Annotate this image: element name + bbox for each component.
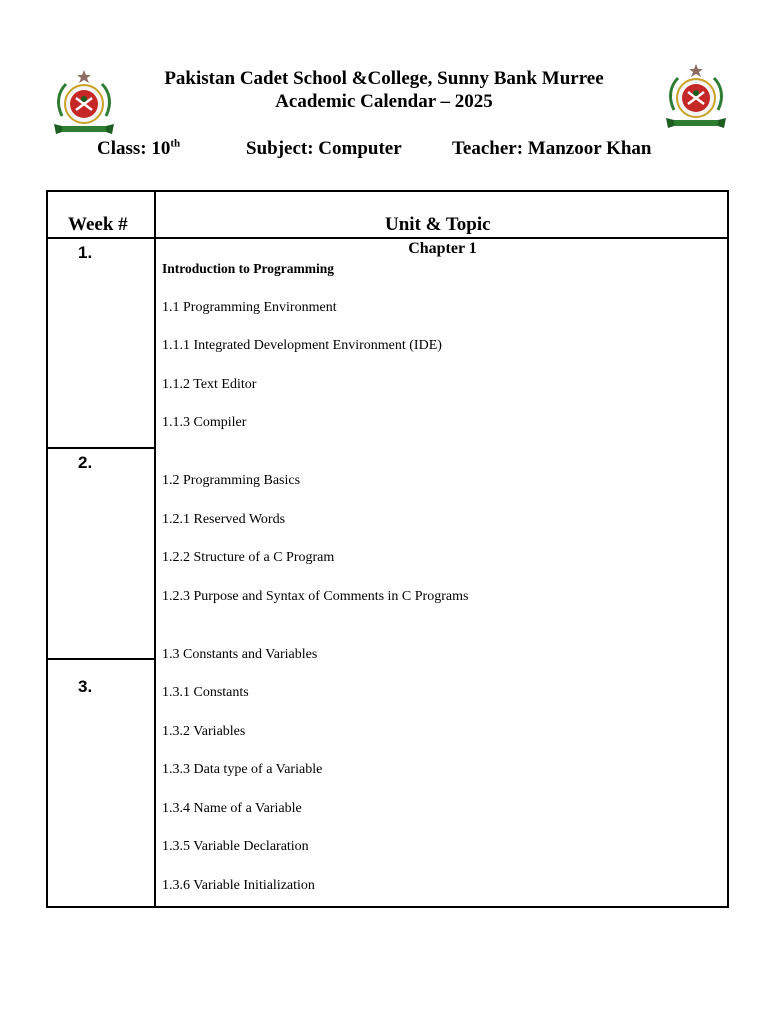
topic-item: 1.2.3 Purpose and Syntax of Comments in C Programs xyxy=(162,589,469,604)
topic-item: 1.1.3 Compiler xyxy=(162,415,247,430)
topic-item: 1.2.1 Reserved Words xyxy=(162,512,286,527)
subject-info: Subject: Computer xyxy=(246,138,402,159)
topic-item: 1.1.1 Integrated Development Environment (IDE) xyxy=(162,338,442,353)
topic-item: 1.3 Constants and Variables xyxy=(162,647,318,662)
class-info xyxy=(97,138,180,160)
topic-item: 1.3.1 Constants xyxy=(162,685,249,700)
topic-item: 1.2 Programming Basics xyxy=(162,473,301,488)
topic-item: 1.3.4 Name of a Variable xyxy=(162,801,302,816)
header-week: Week # xyxy=(68,214,128,235)
column-divider xyxy=(154,190,156,908)
calendar-title: Academic Calendar – 2025 xyxy=(275,91,493,112)
class-suffix: th xyxy=(170,137,181,150)
header-row-divider xyxy=(46,237,729,239)
chapter-heading: Chapter 1 xyxy=(408,240,477,257)
week-number-2: 2. xyxy=(78,453,93,472)
topic-item: 1.3.5 Variable Declaration xyxy=(162,839,309,854)
topic-item: 1.3.2 Variables xyxy=(162,724,246,739)
topic-item: 1.2.2 Structure of a C Program xyxy=(162,550,335,565)
school-name: Pakistan Cadet School &College, Sunny Bank Murree xyxy=(164,68,604,89)
chapter-title: Introduction to Programming xyxy=(162,261,334,276)
class-label: Class: 10 xyxy=(97,138,171,159)
topic-item: 1.3.3 Data type of a Variable xyxy=(162,762,323,777)
week-number-3: 3. xyxy=(78,677,93,696)
topic-item: 1.1.2 Text Editor xyxy=(162,377,257,392)
calendar-table xyxy=(46,190,729,908)
topic-item: 1.3.6 Variable Initialization xyxy=(162,878,315,893)
week-divider-1 xyxy=(46,447,156,449)
topic-item: 1.1 Programming Environment xyxy=(162,300,337,315)
teacher-info: Teacher: Manzoor Khan xyxy=(452,138,652,159)
week-number-1: 1. xyxy=(78,243,93,262)
week-divider-2 xyxy=(46,658,156,660)
header-unit-topic: Unit & Topic xyxy=(385,214,491,235)
